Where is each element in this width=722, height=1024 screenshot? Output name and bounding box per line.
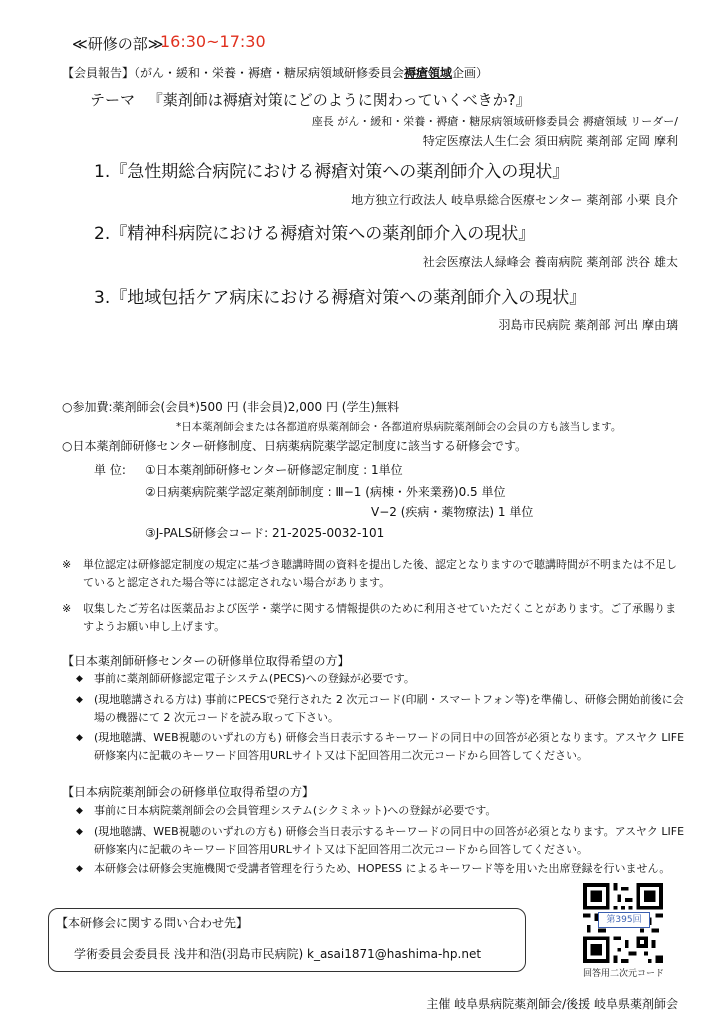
report-heading-org: （がん・緩和・栄養・褥瘡・糖尿病領域研修委員会 (134, 66, 405, 80)
jpec-item-3: (現地聴講、WEB視聴のいずれの方も) 研修会当日表示するキーワードの同日中の回答が必須となります。アスヤク LIFE 研修案内に記載のキーワード回答用URLサイト又は下記回答用二次元コードから回答してください。 (94, 731, 685, 762)
bullet-icon: ◆ (76, 733, 83, 743)
contact-line: 学術委員会委員長 浅井和浩(羽島市民病院) k_asai1871@hashima-hp.net (74, 947, 482, 961)
jpec-heading: 【日本薬剤師研修センターの研修単位取得希望の方】 (62, 654, 350, 668)
lecture-3-title: 3.『地域包括ケア病床における褥瘡対策への薬剤師介入の現状』 (94, 288, 587, 308)
jpec-item-1: 事前に薬剤師研修認定電子システム(PECS)への登録が必要です。 (94, 672, 415, 685)
qr-badge: 第395回 (598, 912, 650, 928)
chair-line-1: 座長 がん・緩和・栄養・褥瘡・糖尿病領域研修委員会 褥瘡領域 リーダー/ (311, 115, 678, 128)
lecture-2-title: 2.『精神科病院における褥瘡対策への薬剤師介入の現状』 (94, 224, 536, 244)
session-label: ≪研修の部≫ (72, 35, 164, 53)
report-heading (62, 64, 488, 81)
jpec-item-2: (現地聴講される方は) 事前にPECSで発行された 2 次元コード(印刷・スマートフォン等)を準備し、研修会開始前後に会場の機器にて 2 次元コードを読み取って下さい。 (94, 693, 684, 724)
unit-item-1: ①日本薬剤師研修センター研修認定制度 : 1単位 (145, 463, 403, 477)
report-heading-prefix: 【会員報告】 (62, 66, 135, 80)
jshp-item-3: 本研修会は研修会実施機関で受講者管理を行うため、HOPESS によるキーワード等を用いた出席登録を行いません。 (94, 862, 671, 875)
jshp-heading: 【日本病院薬剤師会の研修単位取得希望の方】 (62, 785, 315, 799)
lecture-1-speaker: 地方独立行政法人 岐阜県総合医療センター 薬剤部 小栗 良介 (351, 193, 678, 207)
chair-line-2: 特定医療法人生仁会 須田病院 薬剤部 定岡 摩利 (422, 134, 678, 148)
note-2-text: 収集したご芳名は医薬品および医学・薬学に関する情報提供のために利用させていただくことがあります。ご了承賜りますようお願い申し上げます。 (83, 602, 677, 633)
note-1-mark: ※ (62, 558, 72, 571)
bullet-icon: ◆ (76, 827, 83, 837)
session-time: 16:30~17:30 (160, 32, 266, 51)
jshp-item-1: 事前に日本病院薬剤師会の会員管理システム(シクミネット)への登録が必要です。 (94, 804, 497, 817)
lecture-3-speaker: 羽島市民病院 薬剤部 河出 摩由璃 (498, 318, 678, 332)
bullet-icon: ◆ (76, 674, 83, 684)
qr-caption: 回答用二次元コード (583, 969, 665, 979)
unit-item-3: ③J-PALS研修会コード: 21-2025-0032-101 (145, 526, 385, 540)
fee-line: ○参加費:薬剤師会(会員*)500 円 (非会員)2,000 円 (学生)無料 (62, 400, 400, 414)
report-heading-suffix: 企画） (452, 66, 489, 80)
contact-heading: 【本研修会に関する問い合わせ先】 (56, 916, 249, 930)
theme (90, 89, 531, 110)
footer-text: 主催 岐阜県病院薬剤師会/後援 岐阜県薬剤師会 (426, 997, 678, 1011)
bullet-icon: ◆ (76, 864, 83, 874)
units-label: 単 位: (94, 463, 126, 477)
bullet-icon: ◆ (76, 806, 83, 816)
bullet-icon: ◆ (76, 695, 83, 705)
jshp-item-2: (現地聴講、WEB視聴のいずれの方も) 研修会当日表示するキーワードの同日中の回答が必須となります。アスヤク LIFE 研修案内に記載のキーワード回答用URLサイト又は下記回答用二次元コードから回答してください。 (94, 825, 685, 856)
unit-item-2: ②日病薬病院薬学認定薬剤師制度 : Ⅲ−1 (病棟・外来業務)0.5 単位 (145, 485, 506, 499)
note-1-text: 単位認定は研修認定制度の規定に基づき聴講時間の資料を提出した後、認定となりますので聴講時間が不明または不足していると認定された場合等には認定されない場合があります。 (83, 558, 677, 589)
fee-note: *日本薬剤師会または各都道府県薬剤師会・各都道府県病院薬剤師会の会員の方も該当します。 (176, 421, 622, 433)
unit-item-2b: Ⅴ−2 (疾病・薬物療法) 1 単位 (371, 505, 534, 519)
theme-label: テーマ (90, 91, 136, 109)
note-2-mark: ※ (62, 602, 72, 615)
lecture-1-title: 1.『急性期総合病院における褥瘡対策への薬剤師介入の現状』 (94, 162, 570, 182)
report-heading-emphasis: 褥瘡領域 (404, 66, 453, 80)
theme-title: 『薬剤師は褥瘡対策にどのように関わっていくべきか?』 (147, 91, 531, 109)
lecture-2-speaker: 社会医療法人緑峰会 養南病院 薬剤部 渋谷 雄太 (422, 255, 678, 269)
certification-line: ○日本薬剤師研修センター研修制度、日病薬病院薬学認定制度に該当する研修会です。 (62, 439, 528, 453)
